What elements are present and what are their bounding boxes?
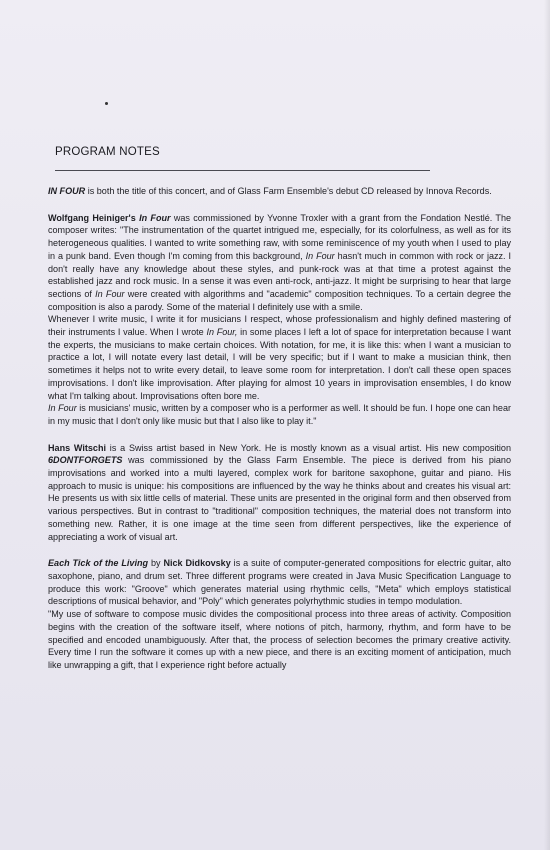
- heiniger-p1-work-ref: In Four: [305, 250, 335, 261]
- ink-speck: [105, 102, 108, 105]
- heiniger-p1-text-c: were created with algorithms and "academic" composition techniques. To a certain degree the composition is also a parody. Some of the material I definitely use with a smile.: [48, 288, 511, 312]
- didkovsky-by: by: [148, 558, 164, 569]
- didkovsky-paragraph-2: [48, 608, 511, 672]
- heiniger-paragraph-1: [48, 212, 511, 314]
- heiniger-p2-work-ref: In Four,: [206, 327, 238, 338]
- heading-rule: [55, 170, 430, 171]
- intro-paragraph: [48, 185, 511, 198]
- heiniger-paragraph-3: [48, 402, 511, 427]
- concert-title: IN FOUR: [48, 186, 86, 196]
- page-heading: PROGRAM NOTES: [55, 146, 160, 158]
- heiniger-work-title: In Four: [139, 212, 171, 223]
- heiniger-p3-text: is musicians' music, written by a composer who is a performer as well. It should be fun. I hope one can hear in my music that I don't only like music but that I also like to play it.": [48, 403, 511, 426]
- didkovsky-text-1: is a suite of computer-generated compositions for electric guitar, alto saxophone, piano, and drum set. Three different programs were created in Java Music Specification Language to produce this work: "Groove" which generates material using rhythmic cells, "Meta" which employs statistical descriptions of musical behavior, and "Poly" which generates polyrhythmic studies in tempo modulation.: [48, 558, 511, 607]
- didkovsky-text-2: "My use of software to compose music divides the compositional process into three areas of activity. Composition begins with the creation of the software itself, where notions of pitch, harmony, rhythm, and form have to be specified and encoded unambiguously. After that, the process of selection becomes the primary creative activity. Every time I run the software it comes up with a new piece, and there is an exciting moment of anticipation, much like unwrapping a gift, that I experience right before actually: [48, 609, 511, 670]
- heiniger-p1-work-ref-2: In Four: [95, 288, 125, 299]
- heiniger-p3-work-ref: In Four: [48, 403, 77, 414]
- witschi-paragraph: [48, 442, 511, 544]
- witschi-work-title: 6DONTFORGETS: [48, 455, 123, 466]
- didkovsky-paragraph-1: [48, 557, 511, 608]
- intro-text: is both the title of this concert, and of Glass Farm Ensemble's debut CD released by Innova Records.: [85, 186, 492, 196]
- program-notes-body: [48, 185, 511, 672]
- page-edge-shadow: [544, 0, 550, 850]
- heiniger-paragraph-2: [48, 313, 511, 402]
- heiniger-p1-text-b: hasn't much in common with rock or jazz. I don't really have any knowledge about these styles, and punk-rock was at that time a protest against the established jazz and rock music. In a sense it was even anti-rock, anti-jazz. It might be surprising to hear that large sections of: [48, 250, 511, 299]
- heiniger-composer-name: Wolfgang Heiniger's: [48, 212, 136, 223]
- heiniger-p2-text-a: Whenever I write music, I write it for musicians I respect, whose professionalism and highly defined mastering of their instruments I value. When I wrote: [48, 314, 511, 338]
- witschi-text-a: is a Swiss artist based in New York. He is mostly known as a visual artist. His new composition: [106, 442, 511, 453]
- heiniger-p2-text-b: in some places I left a lot of space for interpretation because I want the experts, the musicians to make certain choices. With notation, for me, it is like this: when I want a musician to practice a lot, I will notate every last detail, I will be very specific; but if I want to make a musician think, then sometimes it helps not to write every detail, to leave some room for interpretation. I don't call these open spaces improvisations. I don't like improvisation. After playing for almost 10 years in improvisation ensembles, I do know what I'm talking about. Improvisations often bore me.: [48, 327, 511, 401]
- didkovsky-composer-name: Nick Didkovsky: [163, 558, 231, 569]
- didkovsky-work-title: Each Tick of the Living: [48, 558, 149, 569]
- heiniger-p1-text-a: was commissioned by Yvonne Troxler with a grant from the Fondation Nestlé. The composer writes: "The instrumentation of the quartet intrigued me, especially, for its colorfulness, as well as for its heterogeneous qualities. I wanted to write something raw, with some reminiscence of my youth when I used to play in a punk band. Even though I'm coming from this background,: [48, 212, 512, 261]
- witschi-composer-name: Hans Witschi: [48, 442, 107, 453]
- witschi-text-b: was commissioned by the Glass Farm Ensemble. The piece is derived from his piano improvisations and worked into a multi layered, complex work for baritone saxophone, guitar and piano. His approach to music is unique: his compositions are influenced by the way he thinks about and creates his visual art: He presents us with six little cells of material. These units are presented in the original form and then observed from various perspectives. But in contrast to "traditional" composition techniques, the material does not transform into something new. Rather, it is one image at the time seen from different perspectives, like the experience of appreciating a work of visual art.: [48, 455, 511, 542]
